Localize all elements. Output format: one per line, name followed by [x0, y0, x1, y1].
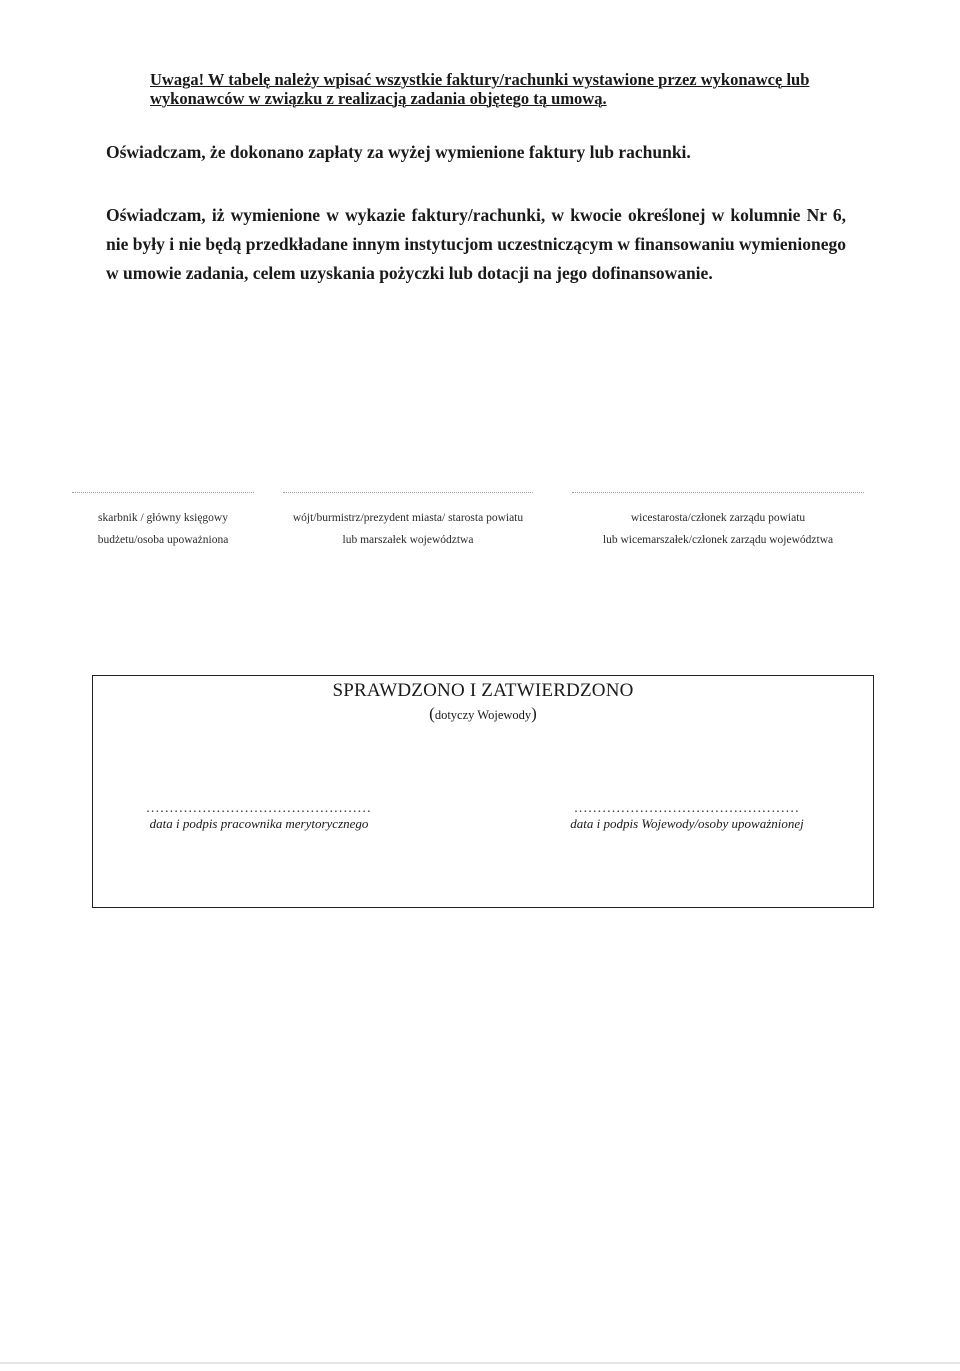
- signature-block-mayor: [283, 492, 533, 551]
- not-submitted-declaration: Oświadczam, iż wymienione w wykazie faktury/rachunki, w kwocie określonej w kolumnie Nr 6, nie były i nie będą przedkładane innym instytucjom uczestniczącym w finansowaniu wymienionego w umowie zadania, celem uzyskania pożyczki lub dotacji na jego dofinansowanie.: [106, 205, 846, 283]
- signature-line: [283, 492, 533, 507]
- approval-box: [92, 675, 874, 908]
- approval-signature-label: data i podpis pracownika merytorycznego: [149, 816, 369, 831]
- scan-edge-line: [0, 1362, 960, 1364]
- approval-signature-voivode: [531, 802, 843, 832]
- signature-role-line1: wójt/burmistrz/prezydent miasta/ starosta powiatu: [292, 512, 524, 524]
- signature-role-line2: budżetu/osoba upoważniona: [97, 534, 229, 546]
- signature-block-deputy: [572, 492, 864, 551]
- signature-block-treasurer: [72, 492, 254, 551]
- approval-subtitle: [93, 704, 873, 724]
- approval-subtitle-text: dotyczy Wojewody: [434, 708, 532, 722]
- signature-role-line2: lub wicemarszałek/członek zarządu województwa: [602, 534, 834, 546]
- signature-role-line1: skarbnik / główny księgowy: [97, 512, 228, 524]
- close-paren: ): [531, 704, 537, 723]
- payment-declaration: Oświadczam, że dokonano zapłaty za wyżej wymienione faktury lub rachunki.: [106, 142, 691, 162]
- signature-role-line2: lub marszałek województwa: [342, 534, 474, 546]
- approval-signature-dots: ................................................: [146, 802, 372, 816]
- signature-role-line1: wicestarosta/członek zarządu powiatu: [630, 512, 806, 524]
- approval-signature-dots: ................................................: [574, 802, 800, 816]
- signature-line: [72, 492, 254, 507]
- approval-signature-label: data i podpis Wojewody/osoby upoważnionej: [570, 816, 804, 831]
- warning-note: Uwaga! W tabelę należy wpisać wszystkie faktury/rachunki wystawione przez wykonawcę lub wykonawców w związku z realizacją zadania objętego tą umową.: [150, 70, 810, 108]
- open-paren: (: [429, 704, 435, 723]
- approval-title: SPRAWDZONO I ZATWIERDZONO: [332, 680, 634, 701]
- signature-line: [572, 492, 864, 507]
- approval-signature-employee: [103, 802, 415, 832]
